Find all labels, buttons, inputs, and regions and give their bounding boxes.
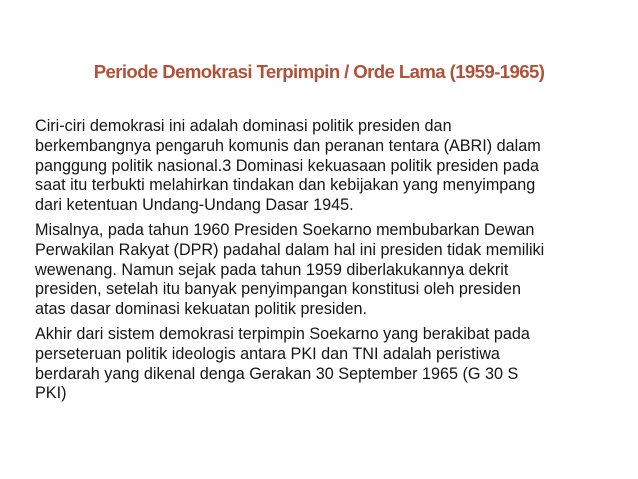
paragraph-line: Akhir dari sistem demokrasi terpimpin Soekarno yang berakibat pada — [35, 324, 530, 343]
paragraph-3 — [35, 325, 620, 404]
slide-body — [35, 117, 620, 409]
paragraph-line: atas dasar dominasi kekuatan politik presiden. — [35, 300, 368, 319]
paragraph-line: wewenang. Namun sejak pada tahun 1959 diberlakukannya dekrit — [35, 260, 509, 279]
paragraph-line: Misalnya, pada tahun 1960 Presiden Soekarno membubarkan Dewan — [35, 220, 535, 239]
paragraph-line: saat itu terbukti melahirkan tindakan dan kebijakan yang menyimpang — [35, 176, 536, 195]
paragraph-line: berkembangnya pengaruh komunis dan peranan tentara (ABRI) dalam — [35, 136, 541, 155]
paragraph-line: Ciri-ciri demokrasi ini adalah dominasi politik presiden dan — [35, 117, 452, 135]
paragraph-1 — [35, 117, 620, 216]
paragraph-line: berdarah yang dikenal denga Gerakan 30 September 1965 (G 30 S — [35, 364, 519, 383]
paragraph-line: PKI) — [35, 384, 67, 403]
paragraph-line: presiden, setelah itu banyak penyimpangan konstitusi oleh presiden — [35, 280, 521, 299]
paragraph-line: dari ketentuan Undang-Undang Dasar 1945. — [35, 196, 354, 215]
paragraph-line: Perwakilan Rakyat (DPR) padahal dalam hal ini presiden tidak memiliki — [35, 240, 545, 259]
paragraph-2 — [35, 221, 620, 320]
paragraph-line: perseteruan politik ideologis antara PKI dan TNI adalah peristiwa — [35, 344, 500, 363]
paragraph-line: panggung politik nasional.3 Dominasi kekuasaan politik presiden pada — [35, 156, 539, 175]
slide-title: Periode Demokrasi Terpimpin / Orde Lama (1959-1965) — [93, 61, 545, 82]
